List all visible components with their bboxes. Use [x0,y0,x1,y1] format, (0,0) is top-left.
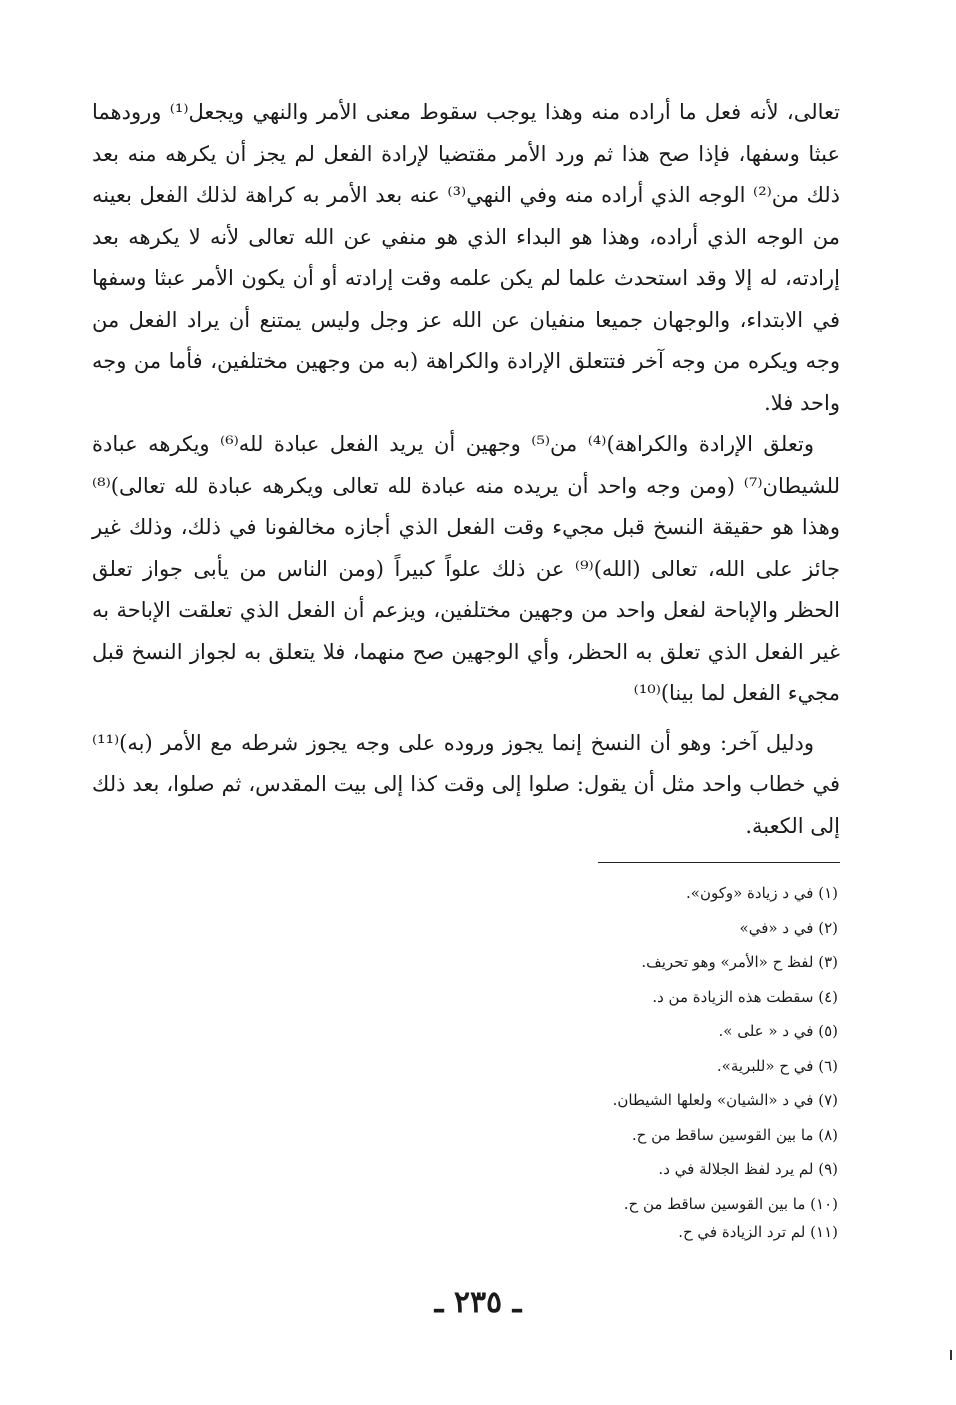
page-number: ـ ٢٣٥ ـ [434,1285,522,1320]
footnotes-list [420,876,838,1249]
footnote-4: (٤) سقطت هذه الزيادة من د. [652,987,838,1006]
footnote-7: (٧) في د «الشيان» ولعلها الشيطان. [612,1091,838,1109]
footnote-9: (٩) لم يرد لفظ الجلالة في د. [658,1160,838,1178]
footnote-8: (٨) ما بين القوسين ساقط من ح. [631,1125,838,1144]
paragraph-1: تعالى، لأنه فعل ما أراده منه وهذا يوجب سقوط معنى الأمر والنهي ويجعل⁽¹⁾ ورودهما عبثا وسفها، فإذا صح هذا ثم ورد الأمر مقتضيا لإرادة الفعل لم يجز أن يكرهه منه بعد ذلك من⁽²⁾ الوجه الذي أراده منه وفي النهي⁽³⁾ عنه بعد الأمر به كراهة لذلك الفعل بعينه من الوجه الذي أراده، وهذا هو البداء الذي هو منفي عن الله تعالى لأنه لا يكرهه بعد إرادته، له إلا وقد استحدث علما لم يكن علمه وقت إرادته أو أن يكون الأمر عبثا وسفها في الابتداء، والوجهان جميعا منفيان عن الله عز وجل وليس يمتنع أن يراد الفعل من وجه ويكره من وجه آخر فتتعلق الإرادة والكراهة (به من وجهين مختلفين، فأما من وجه واحد فلا. [92,100,841,415]
paragraph-2: وتعلق الإرادة والكراهة)⁽⁴⁾ من⁽⁵⁾ وجهين أن يريد الفعل عبادة لله⁽⁶⁾ ويكرهه عبادة للشيطان⁽⁷⁾ (ومن وجه واحد أن يريده منه عبادة لله تعالى ويكرهه عبادة لله تعالى)⁽⁸⁾ وهذا هو حقيقة النسخ قبل مجيء وقت الفعل الذي أجازه مخالفونا في ذلك، وذلك غير جائز على الله، تعالى (الله)⁽⁹⁾ عن ذلك علواً كبيراً (ومن الناس من يأبى جواز تعلق الحظر والإباحة لفعل واحد من وجهين مختلفين، ويزعم أن الفعل الذي تعلقت الإباحة به غير الفعل الذي تعلق به الحظر، وأي الوجهين صح منهما، فلا يتعلق به لجواز النسخ قبل مجيء الفعل لما بينا)⁽¹⁰⁾ [92,432,841,705]
main-text [92,92,840,847]
footnote-3: (٣) لفظ ح «الأمر» وهو تحريف. [641,953,838,971]
footnote-6: (٦) في ح «للبرية». [716,1056,838,1075]
footnote-11: (١١) لم ترد الزيادة في ح. [678,1222,838,1241]
footnote-2: (٢) في د «في» [739,918,838,937]
scan-edge-mark [950,1350,952,1360]
footnote-5: (٥) في د « على ». [718,1022,838,1040]
footnote-divider [598,862,840,863]
paragraph-3: ودليل آخر: وهو أن النسخ إنما يجوز وروده على وجه يجوز شرطه مع الأمر (به)⁽¹¹⁾ في خطاب واحد مثل أن يقول: صلوا إلى وقت كذا إلى بيت المقدس، ثم صلوا، بعد ذلك إلى الكعبة. [92,730,840,838]
footnote-1: (١) في د زيادة «وكون». [686,884,838,902]
footnote-10: (١٠) ما بين القوسين ساقط من ح. [623,1194,838,1213]
